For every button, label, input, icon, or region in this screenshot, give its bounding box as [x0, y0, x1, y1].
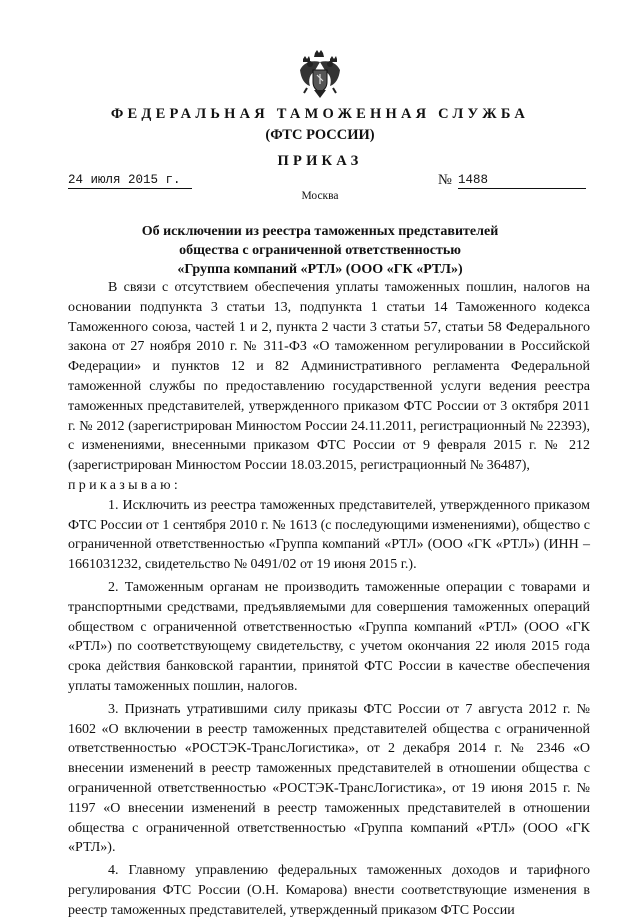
- order-body: [68, 278, 590, 921]
- title-line-3: «Группа компаний «РТЛ» (ООО «ГК «РТЛ»): [177, 262, 463, 277]
- order-item-2: 2. Таможенным органам не производить таможенные операции с товарами и транспортными средствами, предъявляемыми для совершения таможенных операций обществом с ограниченной ответственностью «Группа компаний «РТЛ» (ООО «ГК «РТЛ») по соответствующему свидетельству, с учетом окончания 22 июля 2015 года срока действия банковской гарантии, принятой ФТС России в качестве обеспечения уплаты таможенных пошлин, налогов.: [68, 579, 590, 694]
- order-date: 24 июля 2015 г.: [68, 173, 192, 189]
- order-item-1: 1. Исключить из реестра таможенных представителей, утвержденного приказом ФТС России от 1 сентября 2010 г. № 1613 (с последующими изменениями), общество с ограниченной ответственностью «Группа компаний «РТЛ» (ООО «ГК «РТЛ») (ИНН – 1661031232, свидетельство № 0491/02 от 19 июня 2015 г.).: [68, 497, 590, 573]
- order-word: приказываю:: [68, 477, 182, 493]
- order-item-4: 4. Главному управлению федеральных таможенных доходов и тарифного регулирования ФТС России (О.Н. Комарова) внести соответствующие изменения в реестр таможенных представителей, утвержденный приказом ФТС России: [68, 863, 590, 918]
- order-title: [60, 222, 580, 279]
- coat-of-arms-emblem: [298, 50, 342, 100]
- document-type: ПРИКАЗ: [277, 153, 363, 169]
- order-number-block: [438, 171, 489, 189]
- city: Москва: [301, 190, 339, 202]
- order-item-3: 3. Признать утратившими силу приказы ФТС России от 7 августа 2012 г. № 1602 «О включении в реестр таможенных представителей общества с ограниченной ответственностью «РОСТЭК-ТрансЛогистика», от 2 декабря 2014 г. № 2346 «О внесении изменений в реестр таможенных представителей в отношении общества с ограниченной ответственностью «РОСТЭК-ТрансЛогистика», от 19 июня 2015 г. № 1197 «О внесении изменений в реестр таможенных представителей в отношении общества с ограниченной ответственностью «Группа компаний «РТЛ» (ООО «ГК «РТЛ»).: [68, 701, 590, 856]
- title-line-2: общества с ограниченной ответственностью: [179, 243, 461, 258]
- agency-short-name: (ФТС РОССИИ): [265, 127, 375, 143]
- agency-name: ФЕДЕРАЛЬНАЯ ТАМОЖЕННАЯ СЛУЖБА: [110, 106, 530, 122]
- preamble-paragraph: В связи с отсутствием обеспечения уплаты таможенных пошлин, налогов на основании подпункта 3 статьи 13, подпункта 1 статьи 14 Таможенного кодекса Таможенного союза, частей 1 и 2, пункта 2 части 3 статьи 57, статьи 58 Федерального закона от 27 ноября 2010 г. № 311-ФЗ «О таможенном регулировании в Российской Федерации» и пунктов 12 и 82 Административного регламента Федеральной таможенной службы по предоставлению государственной услуги ведения реестра таможенных представителей, утвержденного приказом ФТС России от 3 октября 2011 г. № 2012 (зарегистрирован Минюстом России 24.11.2011, регистрационный № 22393), с изменениями, внесенными приказом ФТС России от 9 февраля 2015 г. № 212 (зарегистрирован Минюстом России 18.03.2015, регистрационный № 36487),: [68, 280, 590, 474]
- order-number: 1488: [458, 173, 586, 189]
- number-sign: №: [438, 172, 452, 188]
- title-line-1: Об исключении из реестра таможенных представителей: [141, 224, 499, 239]
